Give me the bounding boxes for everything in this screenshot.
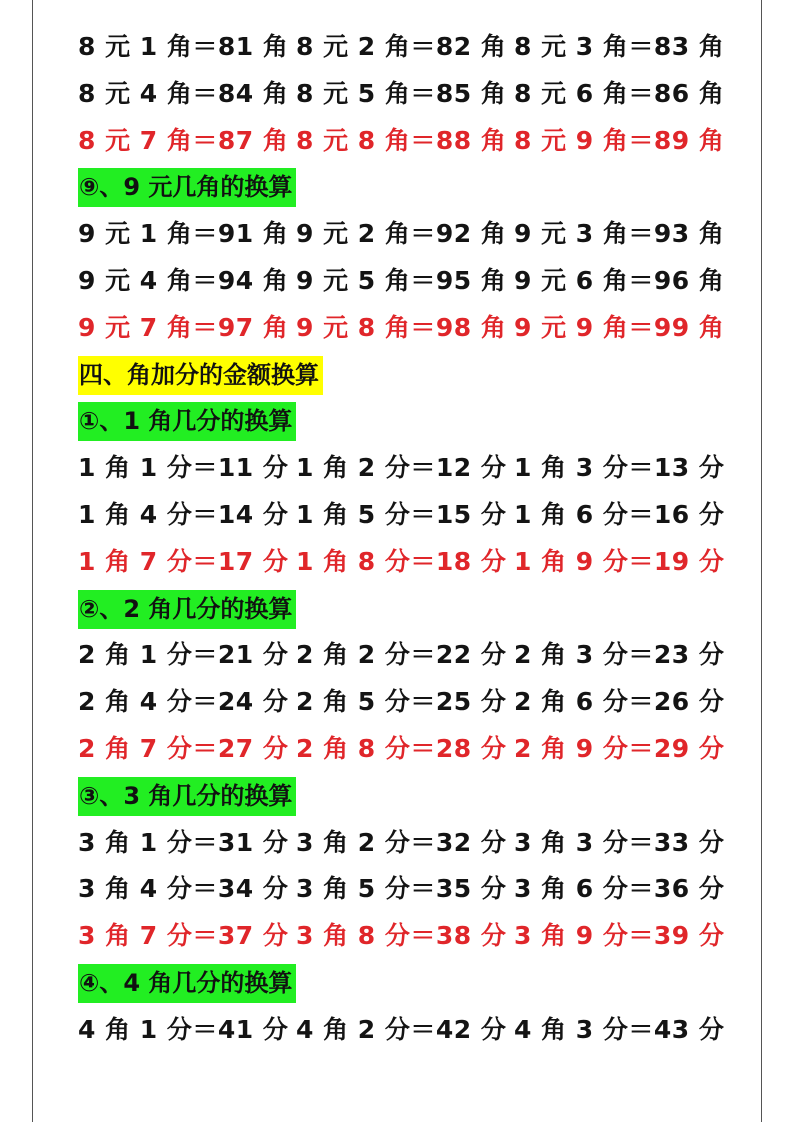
equation-cell: 1 角 3 分＝13 分 — [514, 453, 725, 483]
equation-row — [78, 118, 728, 165]
equation-cell: 3 角 3 分＝33 分 — [514, 827, 725, 857]
equation-cell: 9 元 7 角＝97 角 — [78, 312, 289, 342]
section-heading: ④、4 角几分的换算 — [78, 964, 296, 1003]
equation-cell: 8 元 6 角＝86 角 — [514, 78, 725, 108]
equation-cell: 3 角 4 分＝34 分 — [78, 874, 289, 904]
equation-row — [78, 71, 728, 118]
equation-row — [78, 305, 728, 352]
equation-cell: 8 元 9 角＝89 角 — [514, 125, 725, 155]
equation-row — [78, 632, 728, 679]
equation-cell: 9 元 9 角＝99 角 — [514, 312, 725, 342]
section-heading-row — [78, 164, 728, 211]
section-heading-row — [78, 773, 728, 820]
equation-cell: 8 元 1 角＝81 角 — [78, 32, 289, 61]
equation-cell: 1 角 1 分＝11 分 — [78, 453, 289, 483]
section-heading: ①、1 角几分的换算 — [78, 402, 296, 441]
equation-cell: 8 元 8 角＝88 角 — [296, 125, 507, 155]
equation-cell: 8 元 3 角＝83 角 — [514, 32, 725, 61]
equation-cell: 8 元 2 角＝82 角 — [296, 32, 507, 61]
equation-cell: 9 元 1 角＝91 角 — [78, 219, 289, 249]
equation-row — [78, 539, 728, 586]
equation-cell: 2 角 1 分＝21 分 — [78, 640, 289, 670]
equation-cell: 9 元 2 角＝92 角 — [296, 219, 507, 249]
equation-cell: 2 角 9 分＝29 分 — [514, 733, 725, 763]
equation-row — [78, 211, 728, 258]
section-heading-row — [78, 398, 728, 445]
equation-cell: 3 角 1 分＝31 分 — [78, 827, 289, 857]
equation-cell: 3 角 6 分＝36 分 — [514, 874, 725, 904]
equation-cell: 3 角 2 分＝32 分 — [296, 827, 507, 857]
equation-cell: 8 元 4 角＝84 角 — [78, 78, 289, 108]
equation-cell: 9 元 3 角＝93 角 — [514, 219, 725, 249]
section-heading: 四、角加分的金额换算 — [78, 356, 323, 395]
equation-cell: 2 角 5 分＝25 分 — [296, 687, 507, 717]
section-heading: ③、3 角几分的换算 — [78, 777, 296, 816]
page-left-edge — [32, 0, 33, 1122]
equation-row — [78, 1007, 728, 1054]
equation-cell: 2 角 2 分＝22 分 — [296, 640, 507, 670]
equation-cell: 4 角 2 分＝42 分 — [296, 1014, 507, 1044]
equation-row — [78, 820, 728, 867]
equation-cell: 9 元 6 角＝96 角 — [514, 265, 725, 295]
equation-cell: 1 角 6 分＝16 分 — [514, 499, 725, 529]
equation-row — [78, 445, 728, 492]
equation-cell: 1 角 4 分＝14 分 — [78, 499, 289, 529]
equation-row — [78, 726, 728, 773]
equation-cell: 9 元 4 角＝94 角 — [78, 265, 289, 295]
equation-cell: 2 角 6 分＝26 分 — [514, 687, 725, 717]
section-heading: ⑨、9 元几角的换算 — [78, 168, 296, 207]
equation-row — [78, 258, 728, 305]
equation-row — [78, 866, 728, 913]
equation-cell: 8 元 5 角＝85 角 — [296, 78, 507, 108]
section-heading-row — [78, 352, 728, 399]
equation-cell: 2 角 7 分＝27 分 — [78, 733, 289, 763]
page-right-edge — [761, 0, 762, 1122]
equation-cell: 3 角 9 分＝39 分 — [514, 921, 725, 951]
equation-cell: 2 角 8 分＝28 分 — [296, 733, 507, 763]
equation-cell: 3 角 5 分＝35 分 — [296, 874, 507, 904]
equation-cell: 4 角 3 分＝43 分 — [514, 1014, 725, 1044]
equation-row — [78, 679, 728, 726]
equation-cell: 1 角 8 分＝18 分 — [296, 546, 507, 576]
equation-cell: 1 角 2 分＝12 分 — [296, 453, 507, 483]
equation-row — [78, 492, 728, 539]
equation-cell: 9 元 5 角＝95 角 — [296, 265, 507, 295]
section-heading-row — [78, 586, 728, 633]
equation-cell: 8 元 7 角＝87 角 — [78, 125, 289, 155]
equation-row — [78, 913, 728, 960]
equation-cell: 2 角 3 分＝23 分 — [514, 640, 725, 670]
equation-cell: 4 角 1 分＝41 分 — [78, 1014, 289, 1044]
conversion-sheet — [78, 24, 728, 1054]
section-heading-row — [78, 960, 728, 1007]
equation-cell: 3 角 7 分＝37 分 — [78, 921, 289, 951]
equation-row — [78, 24, 728, 71]
equation-cell: 3 角 8 分＝38 分 — [296, 921, 507, 951]
equation-cell: 1 角 7 分＝17 分 — [78, 546, 289, 576]
equation-cell: 1 角 9 分＝19 分 — [514, 546, 725, 576]
equation-cell: 1 角 5 分＝15 分 — [296, 499, 507, 529]
section-heading: ②、2 角几分的换算 — [78, 590, 296, 629]
equation-cell: 9 元 8 角＝98 角 — [296, 312, 507, 342]
equation-cell: 2 角 4 分＝24 分 — [78, 687, 289, 717]
